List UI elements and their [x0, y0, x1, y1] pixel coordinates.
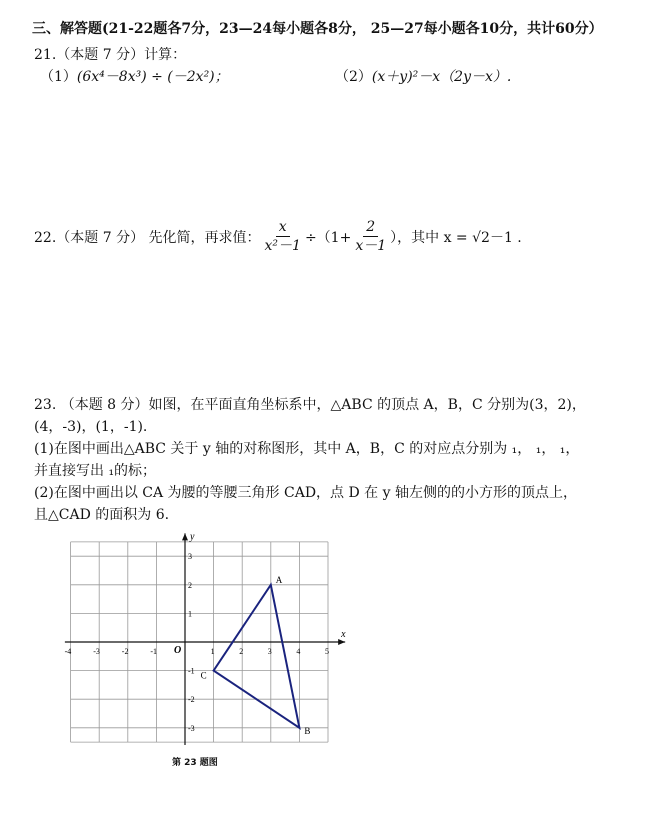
q23-line3: (1)在图中画出△ABC 关于 y 轴的对称图形，其中 A，B，C 的对应点分别为 ₁， ₁， ₁， — [34, 441, 580, 457]
x-tick-label: -4 — [64, 647, 72, 656]
part1-label: （1） — [40, 69, 77, 85]
fraction-2-numerator: 2 — [363, 218, 378, 237]
question-21-part1 — [40, 66, 229, 86]
section-header: 三、解答题(21-22题各7分，23—24每小题各8分， 25—27每小题各10分，共计60分） — [32, 21, 603, 37]
x-tick-label: 4 — [296, 647, 301, 656]
fraction-1-denominator: x²－1 — [264, 238, 301, 254]
part1-expression: (6x⁴－8x³) ÷ (－2x²)； — [76, 69, 229, 85]
x-tick-label: 3 — [267, 647, 272, 656]
x-tick-label: -1 — [150, 647, 158, 656]
part2-expression: (x＋y)²－x（2y－x）. — [371, 69, 512, 85]
x-tick-label: -3 — [93, 647, 100, 656]
question-21-part2 — [335, 66, 511, 86]
fraction-1-numerator: x — [276, 218, 290, 237]
fraction-2-denominator: x－1 — [355, 238, 387, 254]
question-21-title: 21.（本题 7 分）计算： — [34, 47, 187, 63]
y-tick-label: -1 — [188, 666, 195, 676]
x-tick-label: 5 — [325, 647, 329, 656]
y-tick-label: 1 — [188, 609, 192, 619]
vertex-b-label: B — [304, 725, 311, 736]
x-tick-label: 1 — [210, 647, 215, 656]
fraction-1 — [265, 218, 301, 255]
y-tick-label: 3 — [188, 552, 192, 562]
q23-line2: (4，-3)，(1，-1). — [34, 419, 148, 435]
fraction-2 — [355, 218, 386, 255]
vertex-c-label: C — [200, 670, 207, 681]
q23-line1: 23. （本题 8 分）如图，在平面直角坐标系中，△ABC 的顶点 A，B，C 分别为(3，2)， — [34, 397, 586, 413]
x-tick-label: -2 — [121, 647, 129, 656]
part2-label: （2） — [335, 69, 372, 85]
coordinate-figure — [55, 525, 355, 750]
q22-suffix: ），其中 x = √2－1 . — [390, 229, 522, 246]
q23-line5: (2)在图中画出以 CA 为腰的等腰三角形 CAD，点 D 在 y 轴左侧的的小方形的顶点上， — [34, 485, 577, 501]
x-tick-label: 2 — [239, 647, 244, 656]
origin-label: O — [174, 645, 182, 656]
question-22 — [34, 218, 522, 255]
y-axis-arrow — [182, 533, 188, 540]
y-tick-label: 2 — [188, 580, 192, 590]
y-tick-label: -2 — [188, 695, 195, 705]
figure-caption: 第 23 题图 — [172, 758, 218, 768]
y-tick-label: -3 — [188, 723, 195, 733]
q23-line4: 并直接写出 ₁的标； — [34, 463, 157, 479]
triangle-abc — [214, 585, 300, 728]
q22-mid: ÷（1+ — [304, 229, 352, 246]
vertex-a-label: A — [275, 574, 283, 585]
q22-prefix: 22.（本题 7 分） 先化简，再求值： — [34, 229, 261, 246]
q23-line6: 且△CAD 的面积为 6. — [34, 507, 170, 523]
x-axis-label: x — [341, 629, 346, 640]
y-axis-label: y — [190, 531, 195, 543]
